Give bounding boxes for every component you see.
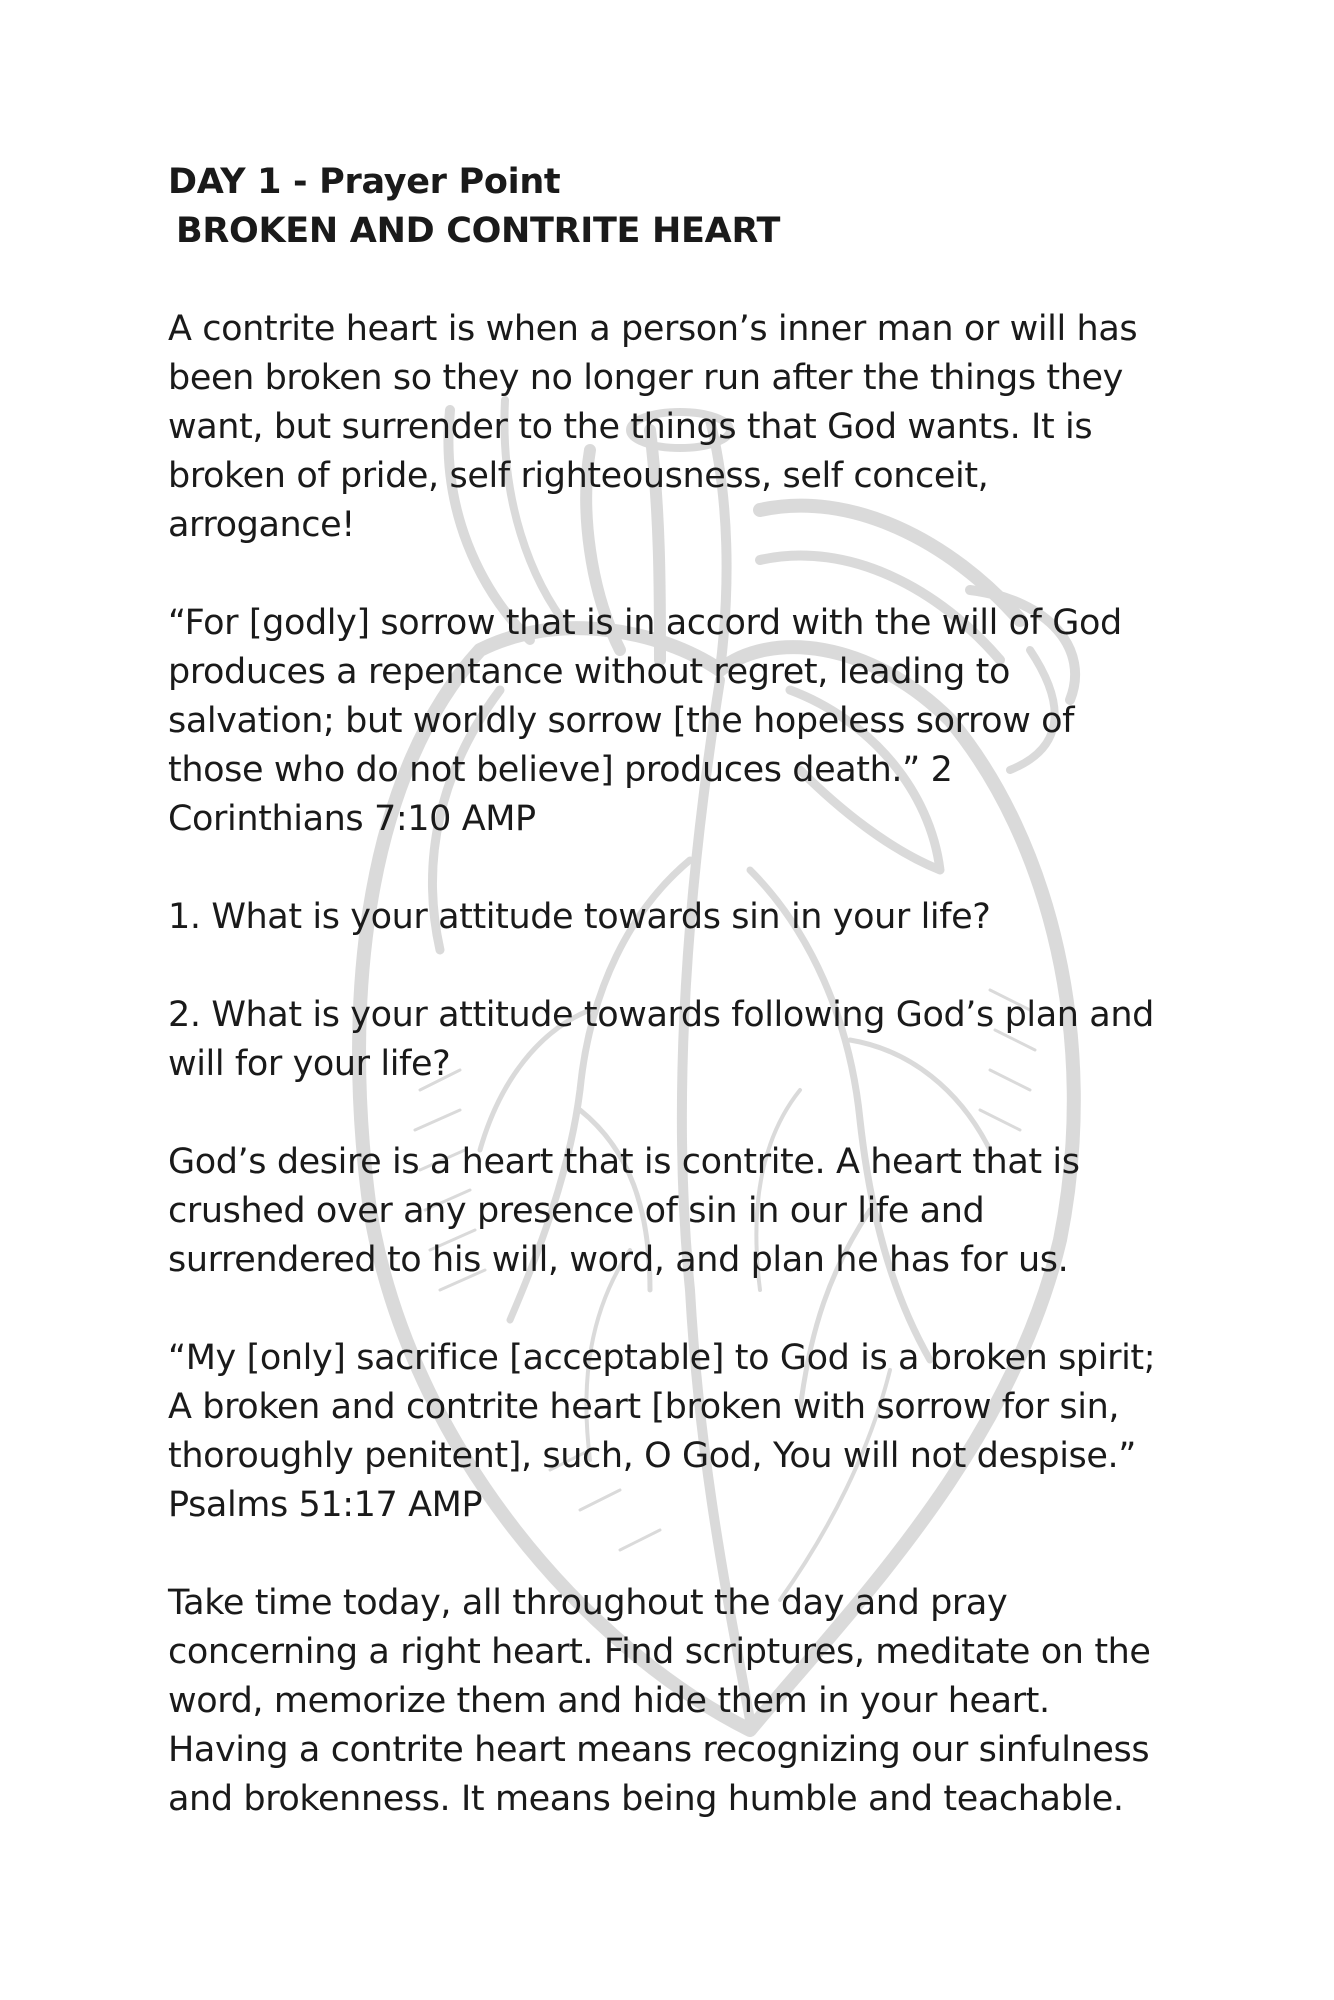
intro-paragraph: A contrite heart is when a person’s inner man or will has been broken so they no longer run after the things they want, but surrender to the things that God wants. It is broken of pride, self righteousness, self conceit, arrogance!	[168, 309, 1138, 545]
spacer	[168, 1285, 1208, 1334]
spacer	[168, 256, 1208, 305]
spacer	[168, 844, 1208, 893]
desire-paragraph: God’s desire is a heart that is contrite. A heart that is crushed over any presence of sin in our life and surrendered to his will, word, and plan he has for us.	[168, 1142, 1080, 1280]
closing-paragraph: Take time today, all throughout the day and pray concerning a right heart. Find scriptures, meditate on the word, memorize them and hide them in your heart. Having a contrite heart means recognizing our sinfulness and brokenness. It means being humble and teachable.	[168, 1583, 1151, 1819]
spacer	[168, 1089, 1208, 1138]
spacer	[168, 1530, 1208, 1579]
question-2: 2. What is your attitude towards following God’s plan and will for your life?	[168, 995, 1154, 1084]
question-1: 1. What is your attitude towards sin in your life?	[168, 897, 991, 937]
content	[168, 158, 1208, 1824]
scripture-quote-corinthians: “For [godly] sorrow that is in accord with the will of God produces a repentance without regret, leading to salvation; but worldly sorrow [the hopeless sorrow of those who do not believe] produces death.” 2 Corinthians 7:10 AMP	[168, 603, 1122, 839]
spacer	[168, 550, 1208, 599]
spacer	[168, 942, 1208, 991]
section-title: BROKEN AND CONTRITE HEART	[176, 211, 781, 251]
day-title: DAY 1 - Prayer Point	[168, 162, 561, 202]
scripture-quote-psalms: “My [only] sacrifice [acceptable] to God is a broken spirit; A broken and contrite heart [broken with sorrow for sin, thoroughly penitent], such, O God, You will not despise.” Psalms 51:17 AMP	[168, 1338, 1156, 1525]
